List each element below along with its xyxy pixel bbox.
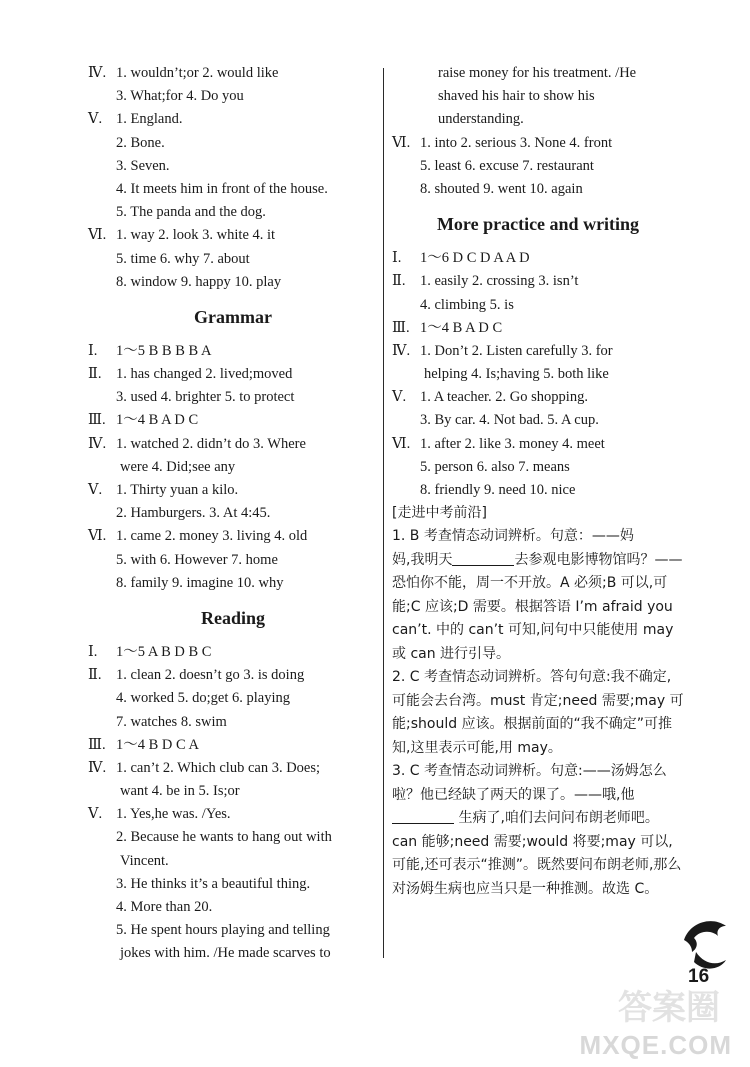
answer-text: were 4. Did;see any: [120, 458, 236, 475]
reading-section: [88, 641, 378, 966]
answer-text: 5. He spent hours playing and telling: [116, 922, 330, 939]
section-numeral: Ⅱ.: [88, 667, 102, 684]
answer-line: [392, 294, 684, 317]
answer-line: [392, 178, 684, 201]
grammar-section: [88, 340, 378, 595]
answer-line: [88, 896, 378, 919]
answer-text: 4. climbing 5. is: [420, 296, 514, 313]
section-numeral: Ⅱ.: [88, 366, 102, 383]
answer-text: 1. Don’t 2. Listen carefully 3. for: [420, 342, 613, 359]
q1-head: 1. B 考查情态动词辨析。句意：——妈: [392, 528, 634, 545]
answer-text: raise money for his treatment. /He: [438, 65, 637, 81]
answer-line: [392, 386, 684, 409]
answer-line: [88, 363, 378, 386]
zhongkao-q2: 2. C 考查情态动词辨析。答句句意:我不确定,可能会去台湾。must 肯定;need 需要;may 可能;should 应该。根据前面的“我不确定”可推知,这里表示可能,用 may。: [392, 669, 684, 756]
answer-text: 1. wouldn’t;or 2. would like: [116, 65, 279, 81]
section-numeral: Ⅲ.: [88, 412, 106, 429]
answer-line: [88, 803, 378, 826]
answer-line: [392, 317, 684, 340]
answer-blank: [452, 551, 514, 566]
column-divider: [383, 68, 384, 958]
section-numeral: Ⅰ.: [88, 643, 98, 660]
answer-text: want 4. be in 5. Is;or: [120, 783, 240, 800]
section-numeral: Ⅵ.: [392, 435, 411, 452]
section-numeral: Ⅵ.: [392, 134, 411, 151]
answer-line: [88, 456, 378, 479]
answer-text: 5. least 6. excuse 7. restaurant: [420, 157, 594, 174]
answer-text: 8. friendly 9. need 10. nice: [420, 482, 576, 498]
answer-text: 1. easily 2. crossing 3. isn’t: [420, 273, 579, 290]
answer-line: [392, 456, 684, 479]
section-numeral: Ⅲ.: [88, 736, 106, 753]
right-column: [392, 62, 684, 901]
answer-line: [88, 826, 378, 849]
reading-heading: Reading: [200, 607, 265, 628]
section-numeral: Ⅵ.: [88, 227, 107, 244]
answer-line: [88, 85, 378, 108]
answer-text: 4. It meets him in front of the house.: [116, 180, 328, 197]
answer-line: [88, 687, 378, 710]
answer-text: 1. can’t 2. Which club can 3. Does;: [116, 759, 321, 776]
answer-line: [88, 108, 378, 131]
section-v: [88, 108, 378, 224]
more-practice-section: [392, 247, 684, 502]
section-numeral: Ⅰ.: [392, 250, 402, 267]
section-numeral: Ⅴ.: [88, 111, 103, 128]
answer-line: [392, 108, 684, 131]
section-numeral: Ⅴ.: [392, 389, 407, 406]
answer-line: [88, 525, 378, 548]
answer-text: 3. Seven.: [116, 157, 170, 174]
answer-text: jokes with him. /He made scarves to: [120, 945, 331, 962]
answer-line: [88, 734, 378, 757]
answer-line: [392, 62, 684, 85]
answer-text: 1. Yes,he was. /Yes.: [116, 806, 231, 823]
left-column: [88, 62, 378, 966]
reading-section-vi: [392, 132, 684, 202]
answer-text: 4. worked 5. do;get 6. playing: [116, 690, 290, 707]
answer-blank: [392, 809, 454, 824]
reading-continued: [392, 62, 684, 132]
answer-line: [88, 132, 378, 155]
answer-line: [88, 433, 378, 456]
answer-line: [88, 271, 378, 294]
section-numeral: Ⅳ.: [88, 759, 107, 776]
answer-text: 7. watches 8. swim: [116, 713, 227, 730]
section-numeral: Ⅱ.: [392, 273, 406, 290]
section-numeral: Ⅲ.: [392, 319, 410, 336]
answer-line: [88, 641, 378, 664]
answer-text: 1～6 D C D A A D: [420, 250, 530, 267]
answer-text: 1. watched 2. didn’t do 3. Where: [116, 435, 306, 452]
answer-line: [88, 780, 378, 803]
answer-text: 1. A teacher. 2. Go shopping.: [420, 389, 588, 406]
section-numeral: Ⅵ.: [88, 528, 107, 545]
answer-line: [88, 224, 378, 247]
section-numeral: Ⅴ.: [88, 806, 103, 823]
answer-line: [88, 549, 378, 572]
q1-c: 去参观电影博物馆: [514, 551, 627, 568]
section-numeral: Ⅳ.: [88, 435, 107, 452]
more-practice-heading: More practice and writing: [436, 214, 640, 235]
answer-text: 2. Because he wants to hang out with: [116, 829, 332, 846]
answer-line: [88, 155, 378, 178]
answer-text: 5. The panda and the dog.: [116, 204, 266, 221]
answer-line: [88, 757, 378, 780]
answer-text: 2. Hamburgers. 3. At 4:45.: [116, 505, 271, 522]
answer-text: 3. He thinks it’s a beautiful thing.: [116, 875, 311, 892]
q1-rest: 吗？——恐怕你不能，周一不开放。A 必须;B 可以,可能;C 应该;D 需要。根据答语 I’m afraid you can’t. 中的 can’t 可知,问句中只能使用 may 或 can 进行引导。: [392, 551, 683, 662]
answer-line: [392, 132, 684, 155]
answer-text: 1～5 B B B B A: [116, 342, 212, 359]
answer-line: [392, 155, 684, 178]
answer-line: [88, 919, 378, 942]
answer-line: [392, 85, 684, 108]
answer-line: [88, 178, 378, 201]
answer-text: 8. window 9. happy 10. play: [116, 273, 282, 290]
answer-text: 1. came 2. money 3. living 4. old: [116, 528, 308, 545]
answer-text: 1～4 B A D C: [420, 319, 503, 336]
answer-line: [88, 340, 378, 363]
answer-text: 1. into 2. serious 3. None 4. front: [420, 134, 613, 151]
answer-line: [88, 711, 378, 734]
answer-line: [392, 479, 684, 502]
answer-line: [392, 270, 684, 293]
section-numeral: Ⅴ.: [88, 482, 103, 498]
answer-line: [88, 850, 378, 873]
q3-head: 3. C 考查情态动词辨析。句意:——汤姆怎么啦？他已经缺了两天的课了。——哦,他: [392, 763, 667, 803]
q3-rest: 生病了,咱们去问问布朗老师吧。can 能够;need 需要;would 将要;may 可以,可能,还可表示“推测”。既然要问布朗老师,那么对汤姆生病也应当只是一种推测。故选 C。: [392, 810, 682, 897]
answer-text: 4. More than 20.: [116, 899, 213, 915]
answer-text: 8. shouted 9. went 10. again: [420, 180, 583, 197]
answer-line: [88, 873, 378, 896]
section-iv: [88, 62, 378, 108]
grammar-heading: Grammar: [194, 306, 272, 327]
answer-line: [88, 942, 378, 965]
answer-line: [392, 363, 684, 386]
answer-text: 1～4 B A D C: [116, 412, 199, 429]
zhongkao-q1: [392, 525, 684, 666]
answer-text: 1. Thirty yuan a kilo.: [116, 482, 239, 498]
answer-text: 3. used 4. brighter 5. to protect: [116, 389, 295, 406]
answer-text: 1. has changed 2. lived;moved: [116, 366, 293, 383]
answer-text: 1. way 2. look 3. white 4. it: [116, 227, 276, 244]
answer-text: 3. By car. 4. Not bad. 5. A cup.: [420, 412, 599, 429]
answer-line: [88, 62, 378, 85]
answer-line: [88, 386, 378, 409]
answer-text: 5. person 6. also 7. means: [420, 458, 570, 475]
answer-line: [88, 479, 378, 502]
answer-text: 1. England.: [116, 111, 183, 128]
answer-text: shaved his hair to show his: [438, 88, 595, 105]
answer-line: [392, 247, 684, 270]
answer-text: Vincent.: [120, 852, 169, 869]
answer-text: helping 4. Is;having 5. both like: [424, 366, 609, 383]
answer-line: [88, 664, 378, 687]
section-vi: [88, 224, 378, 294]
zhongkao-label: [走进中考前沿]: [392, 505, 487, 522]
answer-line: [88, 409, 378, 432]
answer-text: 2. Bone.: [116, 134, 165, 151]
answer-line: [392, 433, 684, 456]
answer-text: 1. after 2. like 3. money 4. meet: [420, 435, 605, 452]
answer-text: 1. clean 2. doesn’t go 3. is doing: [116, 667, 305, 684]
answer-line: [88, 201, 378, 224]
answer-line: [88, 248, 378, 271]
section-numeral: Ⅰ.: [88, 342, 98, 359]
answer-text: 5. time 6. why 7. about: [116, 250, 250, 267]
section-numeral: Ⅳ.: [392, 342, 411, 359]
q1-b: 妈,我明天: [392, 551, 453, 568]
answer-line: [392, 409, 684, 432]
answer-line: [392, 340, 684, 363]
answer-text: 1～5 A B D B C: [116, 643, 212, 660]
answer-text: 3. What;for 4. Do you: [116, 88, 244, 105]
answer-text: understanding.: [438, 111, 524, 128]
answer-line: [88, 572, 378, 595]
answer-line: [88, 502, 378, 525]
watermark-cn: 答案圈: [618, 988, 720, 1028]
zhongkao-q3: [392, 760, 684, 901]
watermark: MXQE.COM: [579, 1030, 732, 1060]
answer-text: 8. family 9. imagine 10. why: [116, 574, 284, 591]
page-number: 16: [688, 966, 710, 987]
answer-text: 1～4 B D C A: [116, 736, 199, 753]
answer-text: 5. with 6. However 7. home: [116, 551, 278, 568]
section-numeral: Ⅳ.: [88, 65, 107, 81]
